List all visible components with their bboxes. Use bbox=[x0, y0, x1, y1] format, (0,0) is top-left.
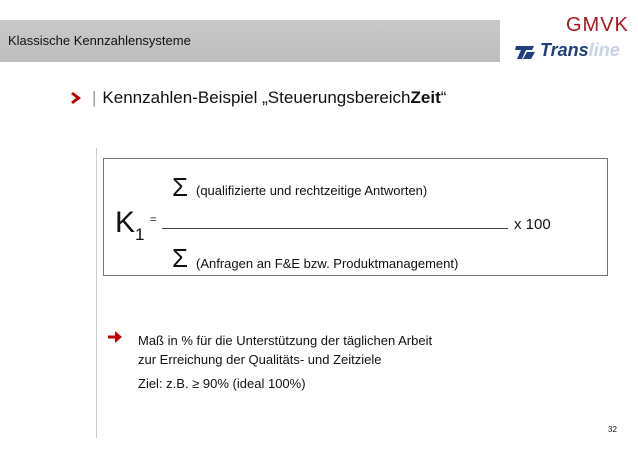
transline-mark-icon bbox=[514, 42, 536, 60]
gmvk-logo: GMVK bbox=[566, 14, 629, 36]
note-line-1: Maß in % für die Unterstützung der täglichen Arbeit bbox=[138, 333, 433, 348]
heading-prefix: Kennzahlen-Beispiel „Steuerungsbereich bbox=[102, 88, 411, 107]
red-arrow-icon bbox=[70, 91, 84, 105]
heading-bold-word: Zeit bbox=[410, 88, 441, 107]
formula-subscript: 1 bbox=[135, 225, 145, 244]
heading-separator: | bbox=[92, 88, 97, 107]
formula-equals: = bbox=[150, 214, 157, 226]
left-divider bbox=[96, 148, 97, 438]
formula-symbol-k: K bbox=[115, 206, 136, 239]
transline-logo-line: line bbox=[588, 40, 620, 60]
formula-multiplier: x 100 bbox=[514, 216, 551, 233]
heading-suffix: “ bbox=[440, 88, 447, 107]
page-number: 32 bbox=[608, 425, 617, 434]
fraction-line bbox=[162, 228, 508, 229]
header-title: Klassische Kennzahlensysteme bbox=[8, 33, 191, 48]
transline-logo-trans: Trans bbox=[540, 40, 589, 60]
numerator-text: (qualifizierte und rechtzeitige Antworten) bbox=[196, 183, 428, 198]
denominator-text: (Anfragen an F&E bzw. Produktmanagement) bbox=[196, 256, 459, 271]
note-line-2: zur Erreichung der Qualitäts- und Zeitziele bbox=[138, 352, 382, 367]
numerator-sum-symbol: Σ bbox=[172, 172, 189, 202]
note-arrow-icon bbox=[108, 331, 122, 343]
transline-logo bbox=[514, 40, 620, 61]
formula-symbol bbox=[115, 206, 145, 244]
denominator-sum-symbol: Σ bbox=[172, 243, 189, 273]
section-heading bbox=[70, 88, 446, 108]
note-line-3: Ziel: z.B. ≥ 90% (ideal 100%) bbox=[138, 376, 306, 391]
